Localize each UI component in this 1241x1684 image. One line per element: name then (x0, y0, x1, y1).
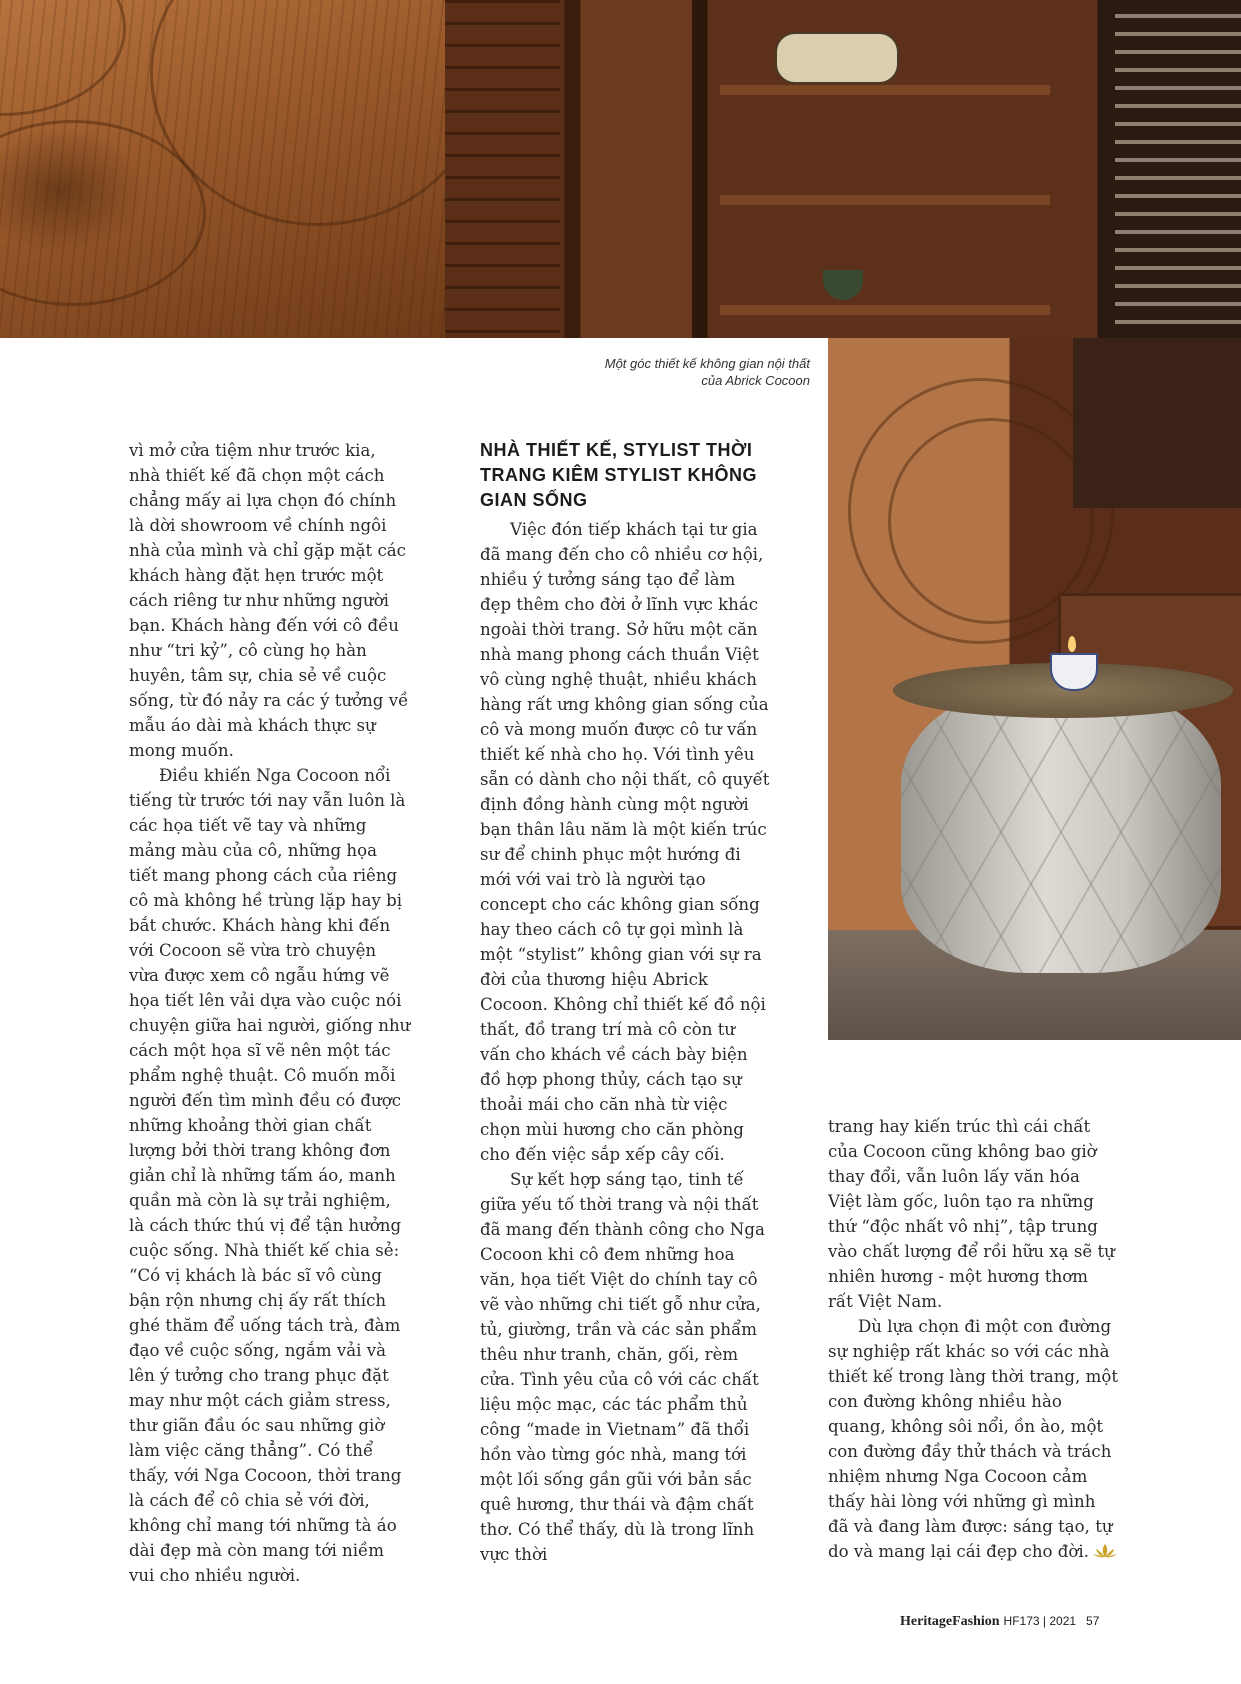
paragraph: Điều khiến Nga Cocoon nổi tiếng từ trước tới nay vẫn luôn là các họa tiết vẽ tay và những mảng màu của cô, những họa tiết mang phong cách của riêng cô mà không hề trùng lặp hay bị bắt chước. Khách hàng khi đến với Cocoon sẽ vừa trò chuyện vừa được xem cô ngẫu hứng vẽ họa tiết lên vải dựa vào cuộc nói chuyện giữa hai người, giống như cách một họa sĩ vẽ nên một tác phẩm nghệ thuật. Cô muốn mỗi người đến tìm mình đều có được những khoảng thời gian chất lượng bởi thời trang không đơn giản chỉ là những tấm áo, manh quần mà còn là sự trải nghiệm, là cách thức thú vị để tận hưởng cuộc sống. Nhà thiết kế chia sẻ: “Có vị khách là bác sĩ vô cùng bận rộn nhưng chị ấy rất thích ghé thăm để uống tách trà, đàm đạo về cuộc sống, ngắm vải và lên ý tưởng cho trang phục đặt may như một cách giảm stress, thư giãn đầu óc sau những giờ làm việc căng thẳng”. Có thể thấy, với Nga Cocoon, thời trang là cách để cô chia sẻ với đời, không chỉ mang tới những tà áo dài đẹp mà còn mang tới niềm vui cho nhiều người. (129, 766, 411, 1585)
page-footer (900, 1613, 1150, 1630)
section-heading: NHÀ THIẾT KẾ, STYLIST THỜI TRANG KIÊM STYLIST KHÔNG GIAN SỐNG (480, 440, 757, 510)
paragraph-final (828, 1314, 1118, 1564)
paragraph: Sự kết hợp sáng tạo, tinh tế giữa yếu tố thời trang và nội thất đã mang đến thành công cho Nga Cocoon khi cô đem những hoa văn, họa tiết Việt do chính tay cô vẽ vào những chi tiết gỗ như cửa, tủ, giường, trần và các sản phẩm thêu như tranh, chăn, gối, rèm cửa. Tình yêu của cô với các chất liệu mộc mạc, các tác phẩm thủ công “made in Vietnam” đã thổi hồn vào từng góc nhà, mang tới một lối sống gần gũi với bản sắc quê hương, thư thái và đậm chất thơ. Có thể thấy, dù là trong lĩnh vực thời (480, 1170, 765, 1564)
wood-slats (445, 0, 560, 338)
issue-info: HF173 | 2021 (1003, 1614, 1077, 1628)
wardrobe-panel (1073, 338, 1241, 508)
page-number: 57 (1086, 1614, 1100, 1628)
text-column-3 (828, 1114, 1118, 1564)
window-shutter (1115, 0, 1241, 338)
text-column-2 (480, 517, 770, 1567)
carved-wood-photo (0, 0, 445, 338)
shelf (720, 305, 1050, 315)
paragraph-text: Dù lựa chọn đi một con đường sự nghiệp rất khác so với các nhà thiết kế trong làng thời trang, một con đường không nhiều hào quang, không sôi nổi, ồn ào, một con đường đầy thử thách và trách nhiệm nhưng Nga Cocoon cảm thấy hài lòng với những gì mình đã và đang làm được: sáng tạo, tự do và mang lại cái đẹp cho đời. (828, 1317, 1118, 1561)
caption-line-1: Một góc thiết kế không gian nội thất (604, 356, 810, 371)
caption-line-2: của Abrick Cocoon (701, 373, 810, 388)
ceramic-bowl (823, 270, 863, 300)
lotus-end-icon (1093, 1543, 1117, 1559)
ceramic-pot-photo (828, 338, 1241, 1040)
ceramic-pot (901, 683, 1221, 973)
paragraph: vì mở cửa tiệm như trước kia, nhà thiết kế đã chọn một cách chẳng mấy ai lựa chọn đó chính là dời showroom về chính ngôi nhà của mình và chỉ gặp mặt các khách hàng đặt hẹn trước một cách riêng tư như những người bạn. Khách hàng đến với cô đều như “tri kỷ”, cô cùng họ hàn huyên, tâm sự, chia sẻ về cuộc sống, từ đó nảy ra các ý tưởng về mẫu áo dài mà khách thực sự mong muốn. (129, 441, 409, 760)
text-column-1 (129, 438, 411, 1588)
interior-shelves-photo (445, 0, 1241, 338)
candle-flame (1068, 636, 1076, 652)
shelf (720, 195, 1050, 205)
photo-caption (540, 355, 810, 389)
paragraph: trang hay kiến trúc thì cái chất của Cocoon cũng không bao giờ thay đổi, vẫn luôn lấy văn hóa Việt làm gốc, luôn tạo ra những thứ “độc nhất vô nhị”, tập trung vào chất lượng để rồi hữu xạ sẽ tự nhiên hương - một hương thơm rất Việt Nam. (828, 1117, 1115, 1311)
carving-detail (0, 0, 126, 116)
ceramic-figurine (775, 32, 899, 84)
paragraph: Việc đón tiếp khách tại tư gia đã mang đến cho cô nhiều cơ hội, nhiều ý tưởng sáng tạo để làm đẹp thêm cho đời ở lĩnh vực khác ngoài thời trang. Sở hữu một căn nhà mang phong cách thuần Việt vô cùng nghệ thuật, nhiều khách hàng rất ưng không gian sống của cô và mong muốn được cô tư vấn thiết kế nhà cho họ. Với tình yêu sẵn có dành cho nội thất, cô quyết định đồng hành cùng một người bạn thân lâu năm là một kiến trúc sư để chinh phục một hướng đi mới với vai trò là người tạo concept cho các không gian sống hay theo cách cô tự gọi mình là một “stylist” không gian với sự ra đời của thương hiệu Abrick Cocoon. Không chỉ thiết kế đồ nội thất, đồ trang trí mà cô còn tư vấn cho khách về cách bày biện đồ hợp phong thủy, cách tạo sự thoải mái cho căn nhà từ việc chọn mùi hương cho căn phòng cho đến việc sắp xếp cây cối. (480, 520, 770, 1164)
shelf (720, 85, 1050, 95)
magazine-brand: HeritageFashion (900, 1614, 1000, 1629)
